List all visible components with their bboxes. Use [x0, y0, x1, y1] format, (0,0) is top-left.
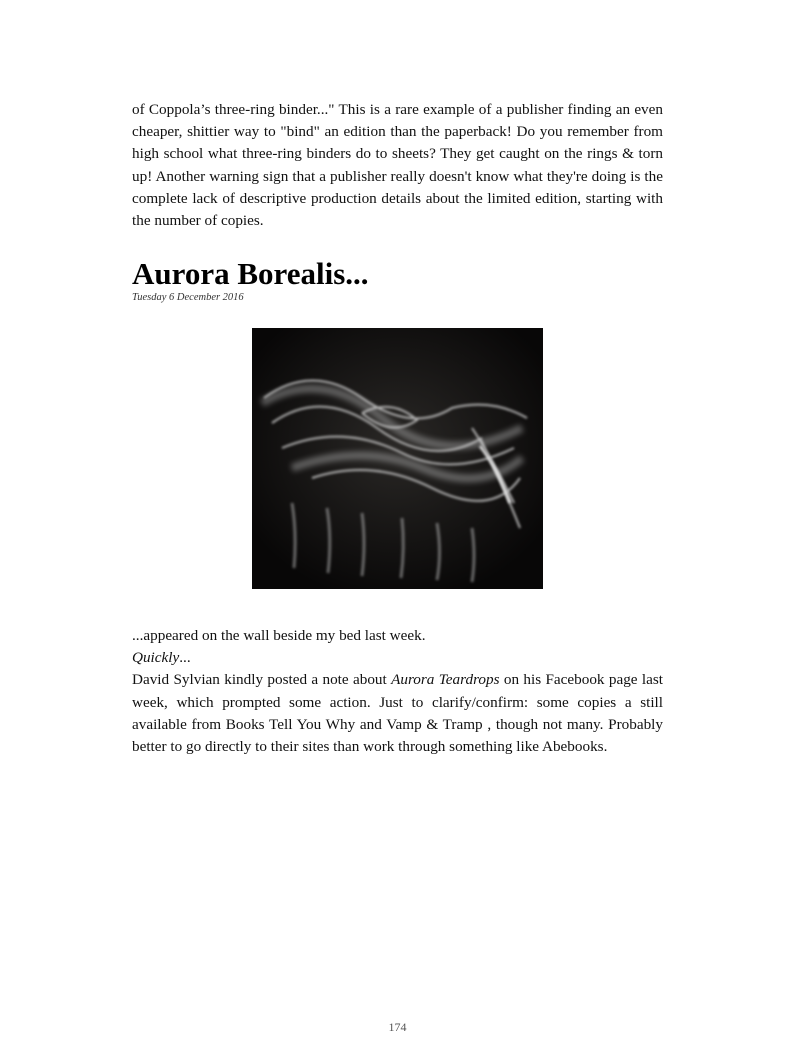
post-title: Aurora Borealis... [132, 256, 369, 291]
post-body [132, 625, 663, 758]
subheading [132, 647, 663, 669]
subheading-suffix: ... [179, 649, 191, 667]
continued-paragraph: of Coppola’s three-ring binder..." This is a rare example of a publisher finding an even cheaper, shittier way to "bind" an edition than the paperback! Do you remember from high school what three-ring binders do to sheets? They get caught on the rings & torn up! Another warning sign that a publisher really doesn't know what they're doing is the complete lack of descriptive production details about the limited edition, starting with the number of copies. [132, 101, 663, 230]
body-intro: David Sylvian kindly posted a note about [132, 671, 392, 689]
body-book-title: Aurora Teardrops [391, 671, 500, 689]
body-paragraph [132, 671, 663, 755]
page-number: 174 [388, 1020, 407, 1034]
subheading-word: Quickly [132, 649, 180, 667]
body-rest: on his Facebook page last week, which prompted some action. Just to clarify/confirm: some copies a still available from Books Tell You Why and Vamp & Tramp , though not many. Probably better to go directly to their sites than work through something like Abebooks. [132, 671, 663, 756]
photo-caption: ...appeared on the wall beside my bed last week. [132, 627, 426, 644]
aurora-photo [252, 328, 543, 589]
post-date: Tuesday 6 December 2016 [132, 292, 244, 303]
